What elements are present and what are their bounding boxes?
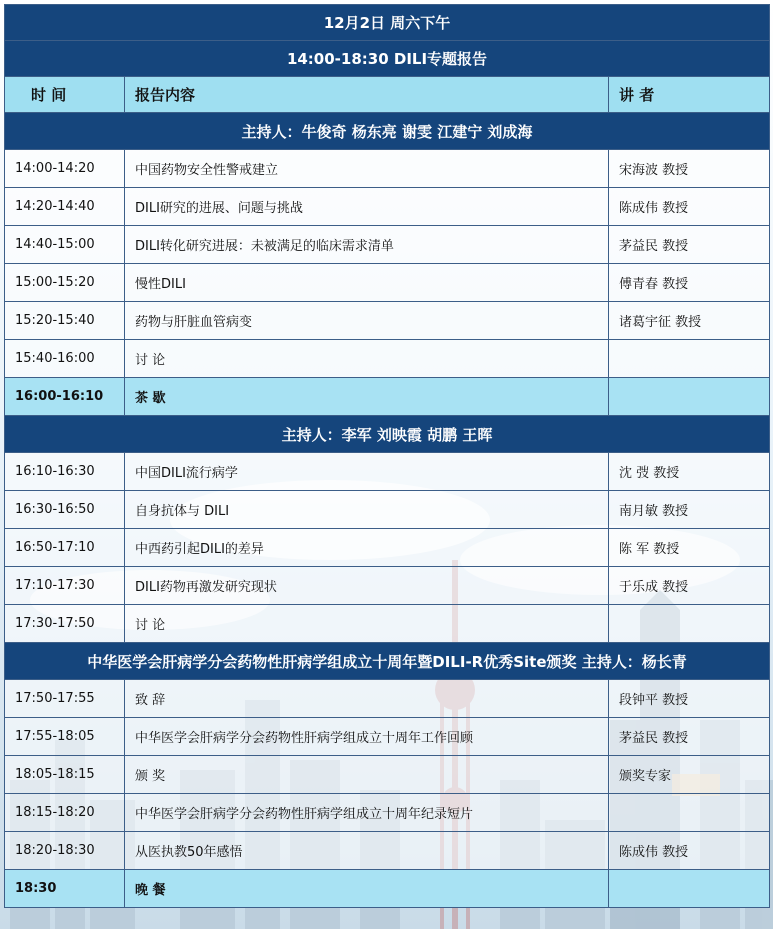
row-time: 15:40-16:00: [5, 340, 125, 378]
row-topic: 中华医学会肝病学分会药物性肝病学组成立十周年工作回顾: [125, 718, 609, 756]
table-row: [5, 302, 770, 340]
row-speaker: 茅益民 教授: [609, 226, 770, 264]
table-row: [5, 680, 770, 718]
table-row: [5, 794, 770, 832]
row-topic: 药物与肝脏血管病变: [125, 302, 609, 340]
row-time: 18:05-18:15: [5, 756, 125, 794]
row-time: 14:20-14:40: [5, 188, 125, 226]
table-row: [5, 832, 770, 870]
row-time: 14:40-15:00: [5, 226, 125, 264]
table-row: [5, 340, 770, 378]
row-speaker: 茅益民 教授: [609, 718, 770, 756]
header-speaker: 讲 者: [609, 77, 770, 113]
host-3: 中华医学会肝病学分会药物性肝病学组成立十周年暨DILI-R优秀Site颁奖 主持人：杨长青: [5, 643, 770, 680]
host-1: 主持人：牛俊奇 杨东亮 谢雯 江建宁 刘成海: [5, 113, 770, 150]
dinner-speaker: [609, 870, 770, 908]
header-topic: 报告内容: [125, 77, 609, 113]
row-time: 17:10-17:30: [5, 567, 125, 605]
break-row: [5, 378, 770, 416]
row-time: 17:55-18:05: [5, 718, 125, 756]
row-topic: 自身抗体与 DILI: [125, 491, 609, 529]
host-row-3: [5, 643, 770, 680]
row-topic: 中华医学会肝病学分会药物性肝病学组成立十周年纪录短片: [125, 794, 609, 832]
host-row-1: [5, 113, 770, 150]
row-topic: 致 辞: [125, 680, 609, 718]
row-topic: 颁 奖: [125, 756, 609, 794]
row-topic: 中西药引起DILI的差异: [125, 529, 609, 567]
table-row: [5, 756, 770, 794]
row-time: 17:50-17:55: [5, 680, 125, 718]
row-topic: 讨 论: [125, 605, 609, 643]
day-title-row: [5, 5, 770, 41]
break-speaker: [609, 378, 770, 416]
break-time: 16:00-16:10: [5, 378, 125, 416]
row-topic: DILI转化研究进展：未被满足的临床需求清单: [125, 226, 609, 264]
row-topic: 慢性DILI: [125, 264, 609, 302]
table-row: [5, 150, 770, 188]
column-header-row: [5, 77, 770, 113]
row-topic: DILI研究的进展、问题与挑战: [125, 188, 609, 226]
dinner-time: 18:30: [5, 870, 125, 908]
schedule-table: [4, 4, 770, 908]
row-time: 15:20-15:40: [5, 302, 125, 340]
table-row: [5, 529, 770, 567]
row-topic: 讨 论: [125, 340, 609, 378]
row-speaker: 颁奖专家: [609, 756, 770, 794]
table-row: [5, 491, 770, 529]
row-speaker: 段钟平 教授: [609, 680, 770, 718]
row-speaker: 陈成伟 教授: [609, 832, 770, 870]
row-speaker: 陈成伟 教授: [609, 188, 770, 226]
session-title-row: [5, 41, 770, 77]
row-speaker: 宋海波 教授: [609, 150, 770, 188]
table-row: [5, 264, 770, 302]
row-speaker: 傅青春 教授: [609, 264, 770, 302]
row-speaker: [609, 605, 770, 643]
row-topic: 中国药物安全性警戒建立: [125, 150, 609, 188]
row-time: 18:20-18:30: [5, 832, 125, 870]
table-row: [5, 453, 770, 491]
row-topic: DILI药物再激发研究现状: [125, 567, 609, 605]
row-topic: 中国DILI流行病学: [125, 453, 609, 491]
row-time: 18:15-18:20: [5, 794, 125, 832]
table-row: [5, 605, 770, 643]
row-speaker: 陈 军 教授: [609, 529, 770, 567]
host-2: 主持人：李军 刘映霞 胡鹏 王晖: [5, 416, 770, 453]
row-time: 17:30-17:50: [5, 605, 125, 643]
row-speaker: [609, 340, 770, 378]
dinner-topic: 晚 餐: [125, 870, 609, 908]
row-speaker: 南月敏 教授: [609, 491, 770, 529]
row-speaker: [609, 794, 770, 832]
row-time: 14:00-14:20: [5, 150, 125, 188]
row-speaker: 沈 弢 教授: [609, 453, 770, 491]
table-row: [5, 188, 770, 226]
row-speaker: 诸葛宇征 教授: [609, 302, 770, 340]
table-row: [5, 718, 770, 756]
day-title: 12月2日 周六下午: [5, 5, 770, 41]
dinner-row: [5, 870, 770, 908]
row-time: 16:30-16:50: [5, 491, 125, 529]
header-time: 时 间: [5, 77, 125, 113]
table-row: [5, 226, 770, 264]
session-title: 14:00-18:30 DILI专题报告: [5, 41, 770, 77]
row-time: 15:00-15:20: [5, 264, 125, 302]
break-topic: 茶 歇: [125, 378, 609, 416]
row-topic: 从医执教50年感悟: [125, 832, 609, 870]
row-time: 16:50-17:10: [5, 529, 125, 567]
table-row: [5, 567, 770, 605]
row-speaker: 于乐成 教授: [609, 567, 770, 605]
host-row-2: [5, 416, 770, 453]
row-time: 16:10-16:30: [5, 453, 125, 491]
